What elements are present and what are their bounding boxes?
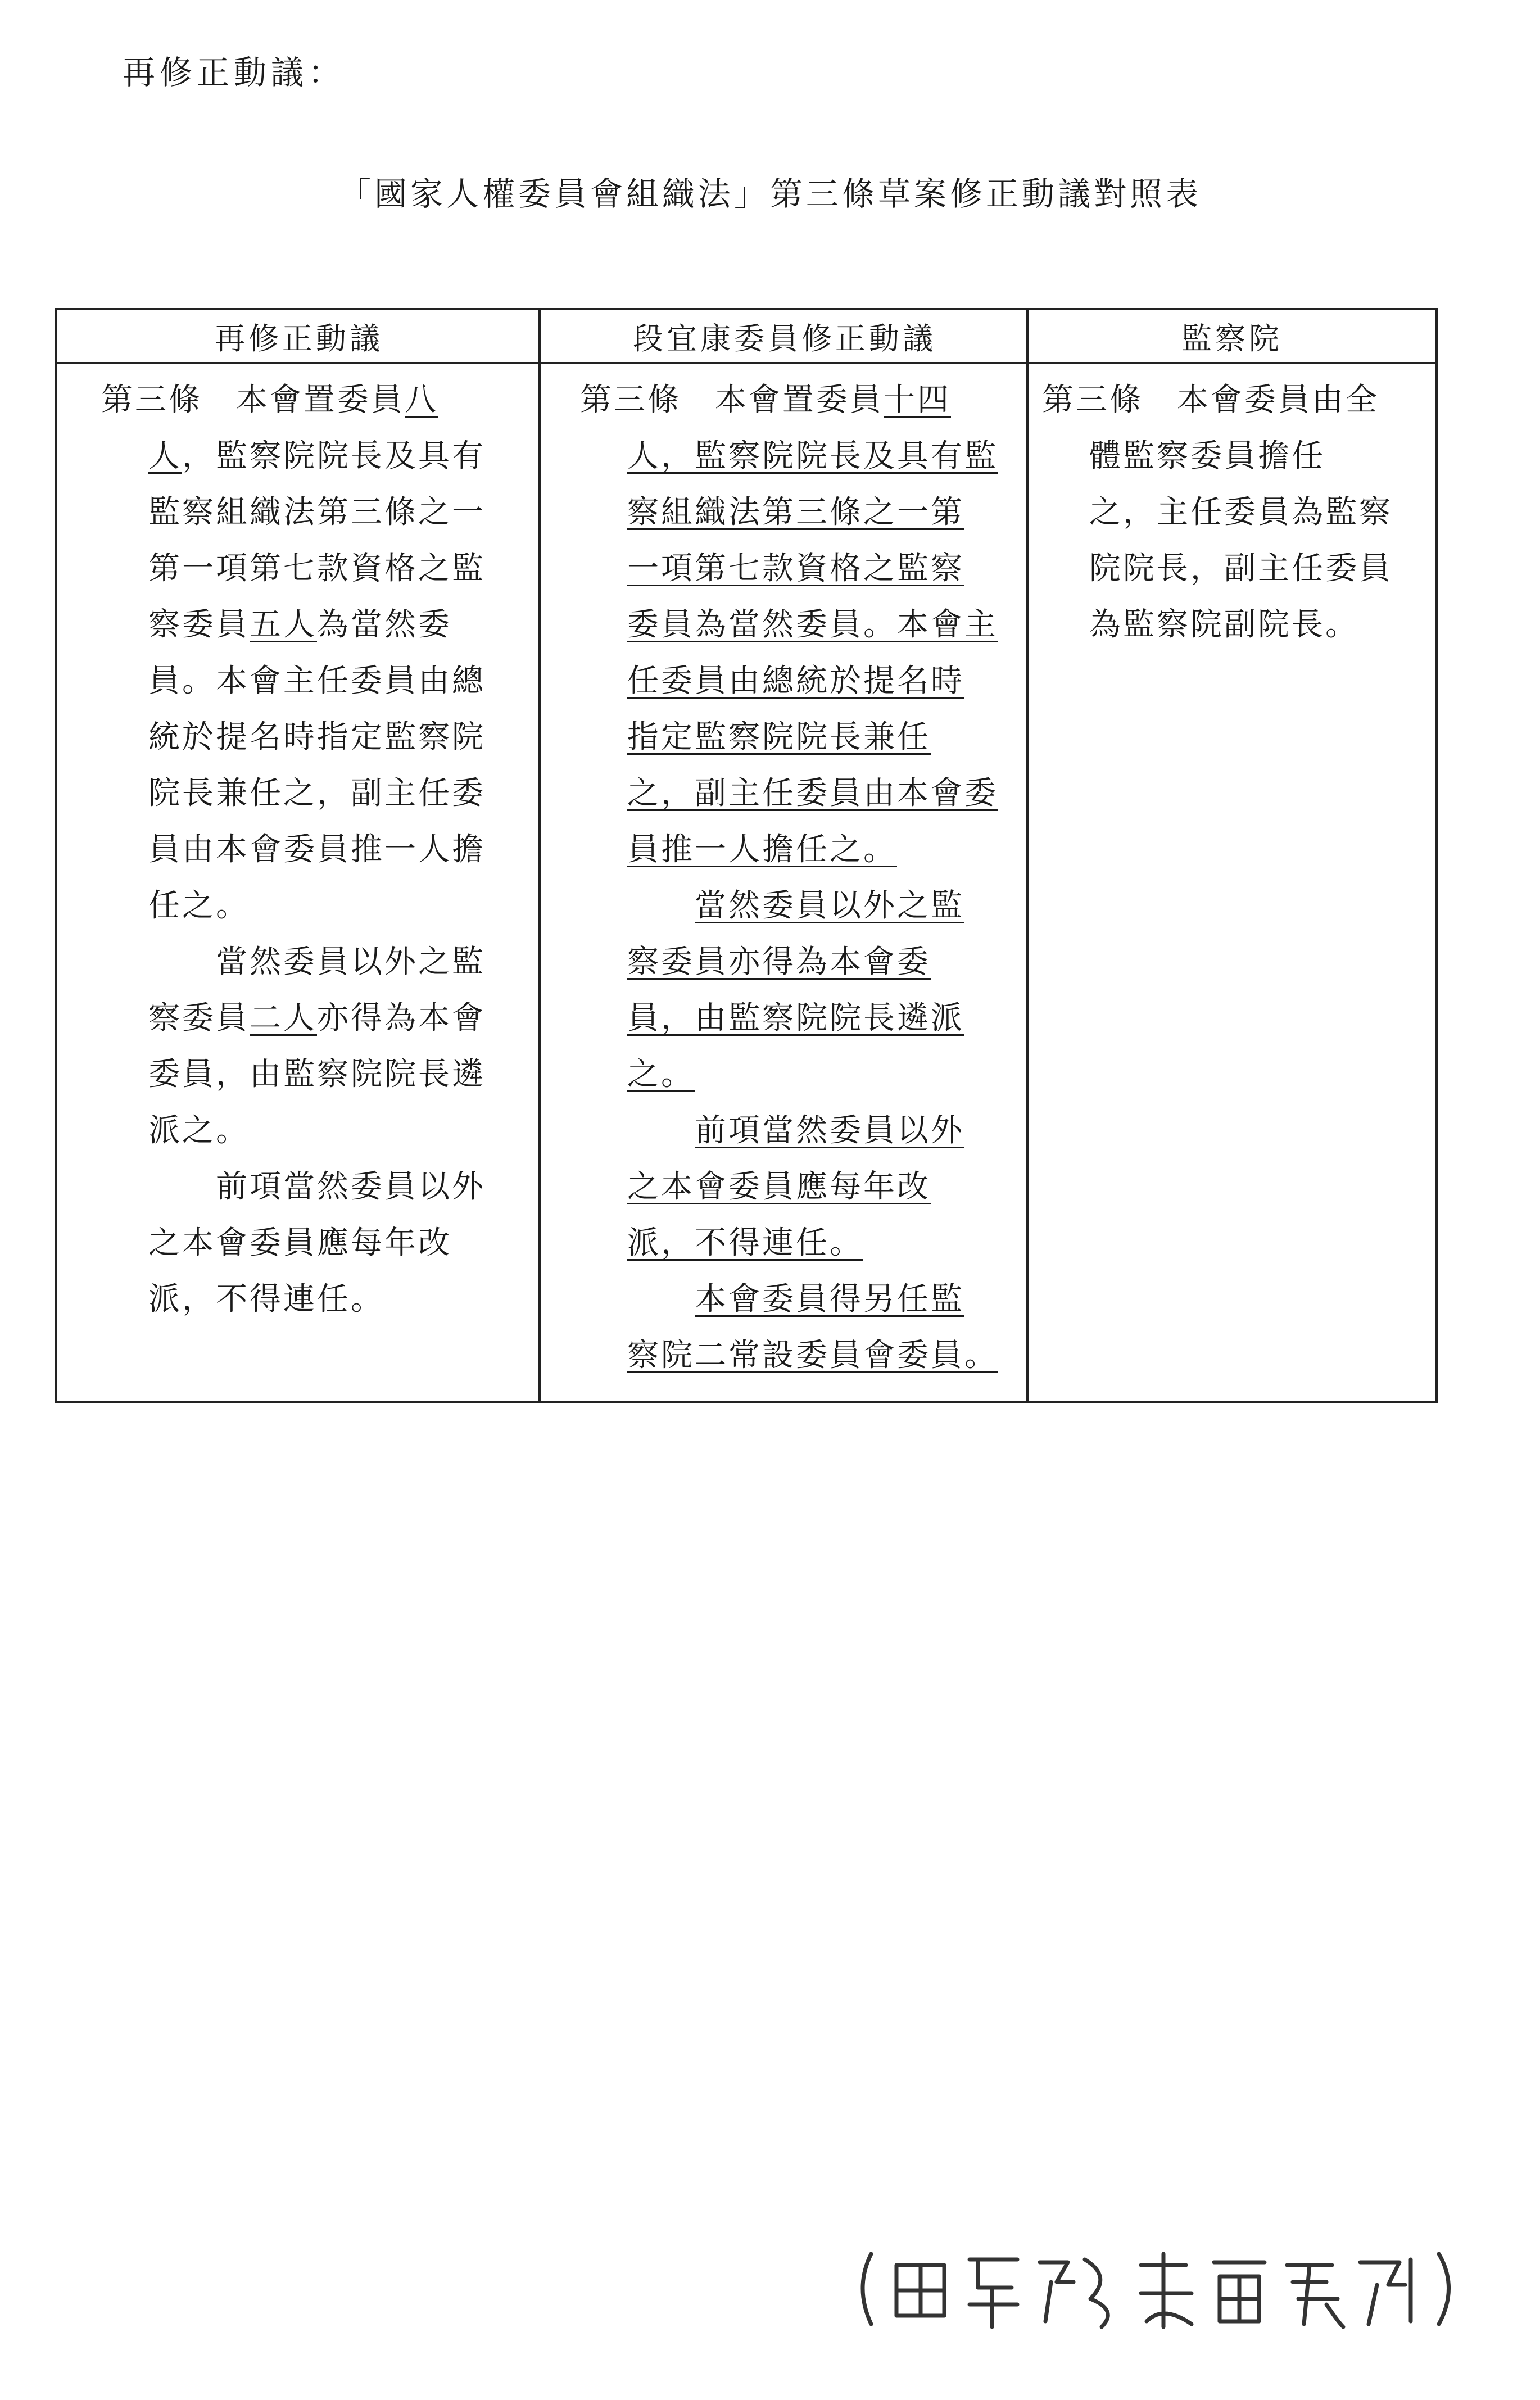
- cell-control-yuan: [1042, 372, 1435, 653]
- comparison-table: [55, 308, 1438, 1403]
- amended-text: 人: [148, 438, 182, 474]
- article-paragraph-3: 前項當然委員以外 之本會委員應每年改 派，不得連任。: [627, 1112, 964, 1261]
- article-paragraph-1: 第三條 本會委員由全 體監察委員擔任 之，主任委員為監察 院院長，副主任委員 為監察院副院長。: [1042, 382, 1393, 643]
- article-paragraph-2: 當然委員以外之監 察委員亦得為本會委 員，由監察院院長遴派 之。: [627, 887, 964, 1093]
- handwritten-signature-icon: [849, 2243, 1467, 2333]
- article-paragraph-1-amended: 人，監察院院長及具有監 察組織法第三條之一第 一項第七款資格之監察 委員為當然委員。本會主 任委員由總統於提名時 指定監察院院長兼任 之，副主任委員由本會委 員推一人擔任之。: [627, 438, 998, 868]
- document-title: 「國家人權委員會組織法」第三條草案修正動議對照表: [338, 175, 1202, 213]
- amended-text: 八: [405, 382, 438, 418]
- article-paragraph-1: 第三條 本會置委員八 人，監察院院長及具有 監察組織法第三條之一 第一項第七款資格之監 察委員五人為當然委 員。本會主任委員由總 統於提名時指定監察院 院長兼任之，副主任委 員由本會委員推一人擔 任之。: [101, 382, 486, 924]
- amended-text: 二人: [250, 1000, 317, 1036]
- header-cell-revised-motion: 再修正動議: [57, 310, 541, 364]
- cell-revised-motion: [101, 372, 540, 1328]
- amended-text: 五人: [250, 606, 317, 643]
- amended-text: 十四: [884, 382, 951, 418]
- article-paragraph-4: 本會委員得另任監 察院二常設委員會委員。: [627, 1281, 998, 1374]
- motion-heading: 再修正動議：: [123, 53, 346, 92]
- article-paragraph-3: 前項當然委員以外 之本會委員應每年改 派，不得連任。: [148, 1169, 486, 1317]
- cell-duan-motion: [580, 372, 1024, 1384]
- article-paragraph-2: 當然委員以外之監 察委員二人亦得為本會 委員，由監察院院長遴 派之。: [148, 944, 486, 1149]
- column-divider: [1026, 310, 1029, 1401]
- article-paragraph-1: 第三條 本會置委員十四: [580, 382, 951, 418]
- header-cell-duan-motion: 段宜康委員修正動議: [541, 310, 1029, 364]
- header-cell-control-yuan: 監察院: [1029, 310, 1435, 364]
